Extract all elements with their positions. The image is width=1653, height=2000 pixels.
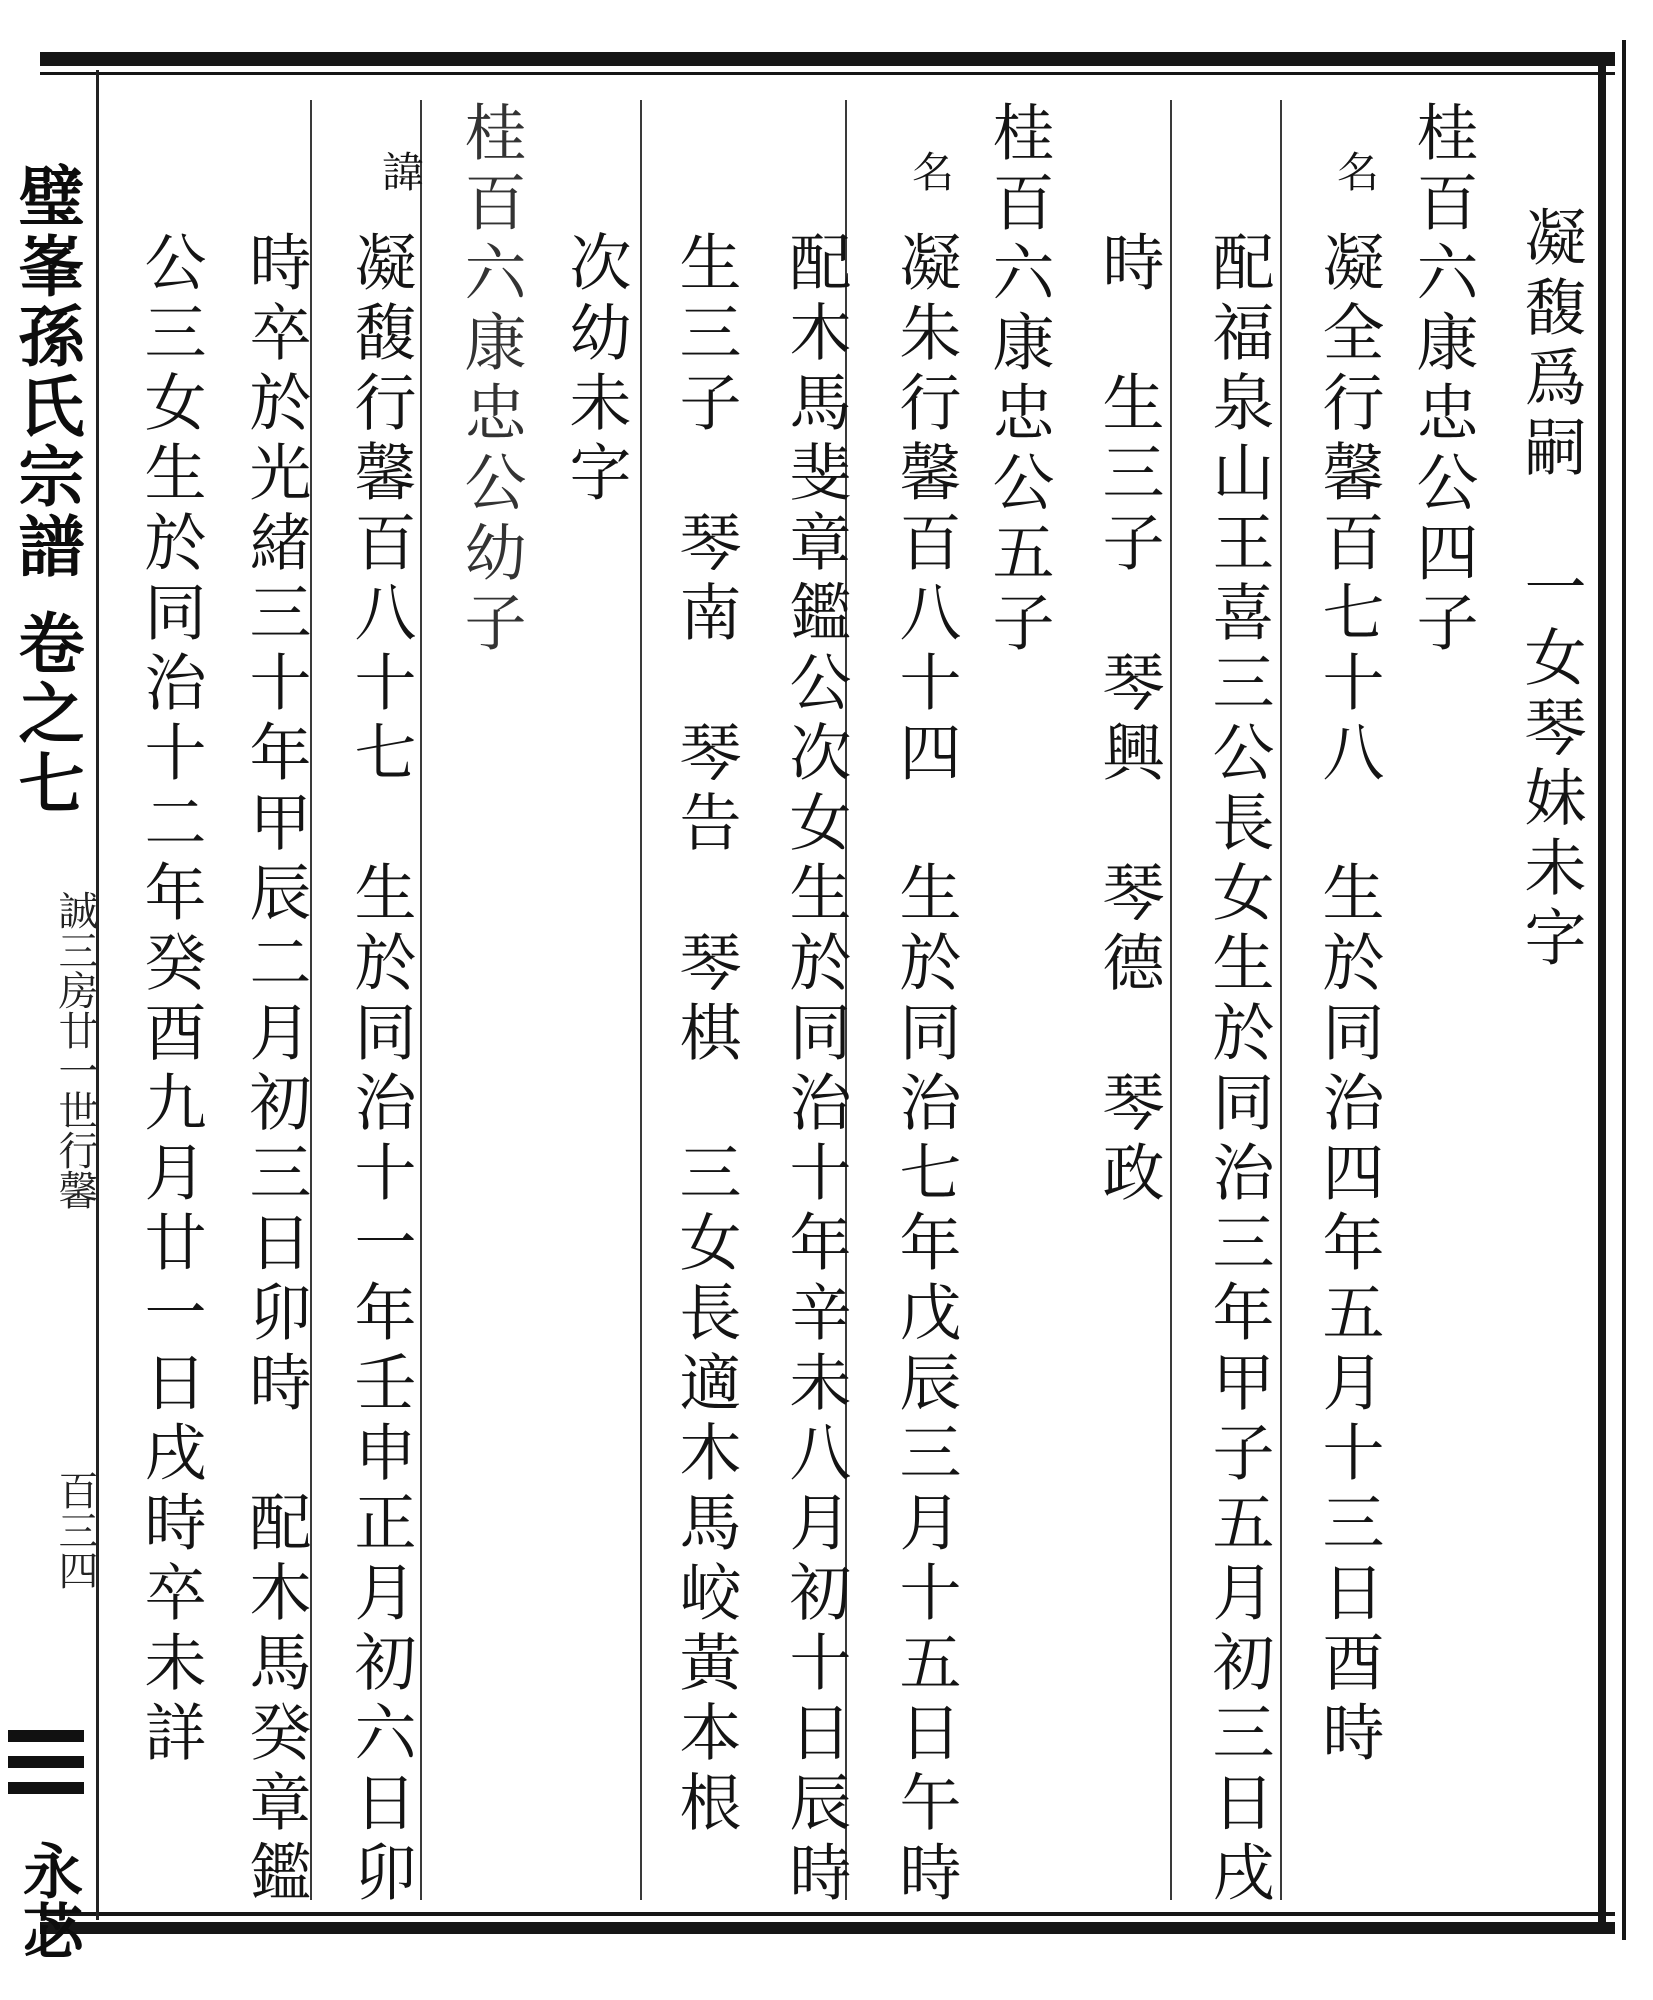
text-column-4: 配福泉山王喜三公長女生於同治三年甲子五月初三日戌 [1202, 230, 1275, 1910]
name-marker: 名 [1331, 150, 1380, 196]
bottom-border-outer [40, 1922, 1615, 1934]
name-marker: 名 [906, 150, 955, 196]
text-column-1: 凝馥爲嗣 一女琴妹未字 [1514, 205, 1587, 975]
spine-subtitle: 誠三房廿一世行馨 [52, 890, 98, 1210]
page-number: 百三四 [52, 1470, 98, 1590]
hall-name: 永苾 [13, 1840, 83, 1960]
book-spine [0, 70, 99, 1960]
right-border-outer [1622, 40, 1626, 1940]
bottom-border [40, 1912, 1615, 1916]
text-column-5: 時 生三子 琴興 琴德 琴政 [1092, 230, 1165, 1210]
text-column-12: 凝馥行馨百八十七 生於同治十一年壬申正月初六日卯 [344, 230, 417, 1910]
top-border-inner [40, 72, 1615, 75]
text-column-3: 凝全行馨百七十八 生於同治四年五月十三日酉時 [1312, 230, 1385, 1770]
top-border [40, 52, 1615, 66]
taboo-name-marker: 諱 [376, 150, 425, 196]
text-column-14: 公三女生於同治十二年癸酉九月廿一日戌時卒未詳 [134, 230, 207, 1770]
text-column-11-heading: 桂百六康忠公幼子 [454, 100, 527, 660]
text-column-8: 配木馬斐章鑑公次女生於同治十年辛未八月初十日辰時 [779, 230, 852, 1910]
fishtail-bars [8, 1730, 84, 1820]
text-column-2-heading: 桂百六康忠公四子 [1406, 100, 1479, 660]
text-column-6-heading: 桂百六康忠公五子 [982, 100, 1055, 660]
spine-title: 璧峯孫氏宗譜 卷之七 [7, 162, 85, 819]
text-column-10: 次幼未字 [559, 230, 632, 510]
text-column-7: 凝朱行馨百八十四 生於同治七年戊辰三月十五日午時 [889, 230, 962, 1910]
text-column-9: 生三子 琴南 琴告 琴棋 三女長適木馬峧黃本根 [669, 230, 742, 1840]
text-column-13: 時卒於光緒三十年甲辰二月初三日卯時 配木馬癸章鑑 [239, 230, 312, 1910]
